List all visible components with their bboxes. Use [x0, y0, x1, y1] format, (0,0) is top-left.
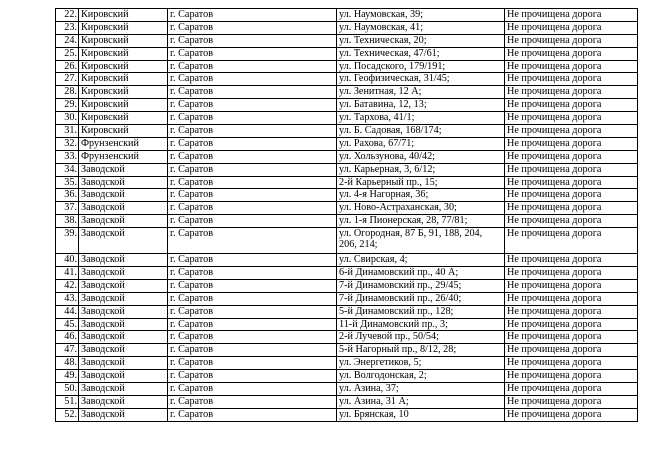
address-cell: ул. Хользунова, 40/42; — [337, 150, 505, 163]
table-row — [56, 292, 638, 305]
city-cell: г. Саратов — [168, 163, 337, 176]
district-cell: Кировский — [79, 112, 168, 125]
city-cell: г. Саратов — [168, 86, 337, 99]
address-cell: ул. Рахова, 67/71; — [337, 137, 505, 150]
issue-cell: Не прочищена дорога — [505, 163, 638, 176]
table-row — [56, 318, 638, 331]
city-cell: г. Саратов — [168, 215, 337, 228]
issue-cell: Не прочищена дорога — [505, 357, 638, 370]
address-cell: 7-й Динамовский пр., 26/40; — [337, 292, 505, 305]
issue-cell: Не прочищена дорога — [505, 254, 638, 267]
table-row — [56, 34, 638, 47]
row-number-cell: 45. — [56, 318, 79, 331]
city-cell: г. Саратов — [168, 189, 337, 202]
table-row — [56, 331, 638, 344]
address-cell: ул. Карьерная, 3, 6/12; — [337, 163, 505, 176]
city-cell: г. Саратов — [168, 279, 337, 292]
issue-cell: Не прочищена дорога — [505, 125, 638, 138]
row-number-cell: 31. — [56, 125, 79, 138]
address-cell: 2-й Лучевой пр., 50/54; — [337, 331, 505, 344]
city-cell: г. Саратов — [168, 125, 337, 138]
table-row — [56, 215, 638, 228]
city-cell: г. Саратов — [168, 267, 337, 280]
issue-cell: Не прочищена дорога — [505, 318, 638, 331]
row-number-cell: 41. — [56, 267, 79, 280]
page-bottom-fade — [390, 438, 640, 460]
city-cell: г. Саратов — [168, 292, 337, 305]
row-number-cell: 48. — [56, 357, 79, 370]
district-cell: Кировский — [79, 125, 168, 138]
issue-cell: Не прочищена дорога — [505, 344, 638, 357]
district-cell: Заводской — [79, 254, 168, 267]
district-cell: Заводской — [79, 331, 168, 344]
city-cell: г. Саратов — [168, 34, 337, 47]
issue-cell: Не прочищена дорога — [505, 176, 638, 189]
issue-cell: Не прочищена дорога — [505, 73, 638, 86]
row-number-cell: 50. — [56, 383, 79, 396]
city-cell: г. Саратов — [168, 60, 337, 73]
row-number-cell: 22. — [56, 9, 79, 22]
row-number-cell: 46. — [56, 331, 79, 344]
table-row — [56, 73, 638, 86]
city-cell: г. Саратов — [168, 228, 337, 254]
district-cell: Заводской — [79, 395, 168, 408]
district-cell: Заводской — [79, 202, 168, 215]
district-cell: Заводской — [79, 228, 168, 254]
address-cell: 7-й Динамовский пр., 29/45; — [337, 279, 505, 292]
issue-cell: Не прочищена дорога — [505, 60, 638, 73]
table-row — [56, 60, 638, 73]
district-cell: Заводской — [79, 176, 168, 189]
table-row — [56, 112, 638, 125]
table-row — [56, 267, 638, 280]
row-number-cell: 27. — [56, 73, 79, 86]
issue-cell: Не прочищена дорога — [505, 305, 638, 318]
issue-cell: Не прочищена дорога — [505, 99, 638, 112]
district-cell: Заводской — [79, 305, 168, 318]
table-body — [56, 9, 638, 422]
district-cell: Кировский — [79, 60, 168, 73]
address-cell: ул. Тархова, 41/1; — [337, 112, 505, 125]
table-row — [56, 21, 638, 34]
issue-cell: Не прочищена дорога — [505, 189, 638, 202]
city-cell: г. Саратов — [168, 150, 337, 163]
address-cell: ул. Свирская, 4; — [337, 254, 505, 267]
row-number-cell: 44. — [56, 305, 79, 318]
district-cell: Кировский — [79, 21, 168, 34]
city-cell: г. Саратов — [168, 370, 337, 383]
district-cell: Заводской — [79, 357, 168, 370]
issue-cell: Не прочищена дорога — [505, 137, 638, 150]
city-cell: г. Саратов — [168, 112, 337, 125]
row-number-cell: 28. — [56, 86, 79, 99]
district-cell: Заводской — [79, 292, 168, 305]
table-row — [56, 344, 638, 357]
address-cell: ул. Волгодонская, 2; — [337, 370, 505, 383]
district-cell: Заводской — [79, 279, 168, 292]
address-cell: ул. Брянская, 10 — [337, 408, 505, 421]
issue-cell: Не прочищена дорога — [505, 86, 638, 99]
row-number-cell: 30. — [56, 112, 79, 125]
city-cell: г. Саратов — [168, 357, 337, 370]
issue-cell: Не прочищена дорога — [505, 331, 638, 344]
address-cell: ул. Зенитная, 12 А; — [337, 86, 505, 99]
table-row — [56, 150, 638, 163]
city-cell: г. Саратов — [168, 344, 337, 357]
row-number-cell: 47. — [56, 344, 79, 357]
issue-cell: Не прочищена дорога — [505, 21, 638, 34]
address-cell: ул. Огородная, 87 Б, 91, 188, 204, 206, 214; — [337, 228, 505, 254]
district-cell: Заводской — [79, 383, 168, 396]
address-cell: 5-й Динамовский пр., 128; — [337, 305, 505, 318]
district-cell: Заводской — [79, 370, 168, 383]
district-cell: Кировский — [79, 73, 168, 86]
district-cell: Заводской — [79, 189, 168, 202]
table-row — [56, 408, 638, 421]
address-cell: 11-й Динамовский пр., 3; — [337, 318, 505, 331]
issue-cell: Не прочищена дорога — [505, 279, 638, 292]
table-row — [56, 125, 638, 138]
district-cell: Заводской — [79, 267, 168, 280]
issue-cell: Не прочищена дорога — [505, 267, 638, 280]
row-number-cell: 40. — [56, 254, 79, 267]
row-number-cell: 23. — [56, 21, 79, 34]
row-number-cell: 24. — [56, 34, 79, 47]
row-number-cell: 43. — [56, 292, 79, 305]
row-number-cell: 42. — [56, 279, 79, 292]
row-number-cell: 25. — [56, 47, 79, 60]
table-row — [56, 163, 638, 176]
district-cell: Кировский — [79, 34, 168, 47]
issue-cell: Не прочищена дорога — [505, 395, 638, 408]
issue-cell: Не прочищена дорога — [505, 202, 638, 215]
address-cell: ул. Наумовская, 41; — [337, 21, 505, 34]
address-cell: ул. 4-я Нагорная, 36; — [337, 189, 505, 202]
district-cell: Заводской — [79, 408, 168, 421]
address-cell: ул. Наумовская, 39; — [337, 9, 505, 22]
city-cell: г. Саратов — [168, 254, 337, 267]
district-cell: Заводской — [79, 163, 168, 176]
issue-cell: Не прочищена дорога — [505, 47, 638, 60]
row-number-cell: 49. — [56, 370, 79, 383]
address-cell: 5-й Нагорный пр., 8/12, 28; — [337, 344, 505, 357]
city-cell: г. Саратов — [168, 99, 337, 112]
row-number-cell: 38. — [56, 215, 79, 228]
row-number-cell: 51. — [56, 395, 79, 408]
address-cell: ул. 1-я Пионерская, 28, 77/81; — [337, 215, 505, 228]
issue-cell: Не прочищена дорога — [505, 383, 638, 396]
row-number-cell: 32. — [56, 137, 79, 150]
city-cell: г. Саратов — [168, 73, 337, 86]
city-cell: г. Саратов — [168, 305, 337, 318]
district-cell: Фрунзенский — [79, 150, 168, 163]
table-row — [56, 9, 638, 22]
city-cell: г. Саратов — [168, 383, 337, 396]
city-cell: г. Саратов — [168, 331, 337, 344]
table-row — [56, 357, 638, 370]
issue-cell: Не прочищена дорога — [505, 112, 638, 125]
road-complaints-table — [55, 8, 638, 422]
table-row — [56, 202, 638, 215]
issue-cell: Не прочищена дорога — [505, 215, 638, 228]
table-row — [56, 189, 638, 202]
table-row — [56, 370, 638, 383]
row-number-cell: 26. — [56, 60, 79, 73]
issue-cell: Не прочищена дорога — [505, 9, 638, 22]
address-cell: ул. Техническая, 20; — [337, 34, 505, 47]
table-row — [56, 137, 638, 150]
table-row — [56, 47, 638, 60]
address-cell: ул. Геофизическая, 31/45; — [337, 73, 505, 86]
table-row — [56, 279, 638, 292]
issue-cell: Не прочищена дорога — [505, 34, 638, 47]
city-cell: г. Саратов — [168, 318, 337, 331]
address-cell: ул. Батавина, 12, 13; — [337, 99, 505, 112]
city-cell: г. Саратов — [168, 408, 337, 421]
city-cell: г. Саратов — [168, 47, 337, 60]
district-cell: Кировский — [79, 9, 168, 22]
address-cell: ул. Ново-Астраханская, 30; — [337, 202, 505, 215]
city-cell: г. Саратов — [168, 137, 337, 150]
address-cell: ул. Азина, 31 А; — [337, 395, 505, 408]
district-cell: Заводской — [79, 215, 168, 228]
row-number-cell: 34. — [56, 163, 79, 176]
district-cell: Кировский — [79, 47, 168, 60]
city-cell: г. Саратов — [168, 395, 337, 408]
table-row — [56, 99, 638, 112]
address-cell: ул. Посадского, 179/191; — [337, 60, 505, 73]
row-number-cell: 33. — [56, 150, 79, 163]
district-cell: Фрунзенский — [79, 137, 168, 150]
address-cell: ул. Б. Садовая, 168/174; — [337, 125, 505, 138]
table-row — [56, 395, 638, 408]
city-cell: г. Саратов — [168, 202, 337, 215]
row-number-cell: 39. — [56, 228, 79, 254]
row-number-cell: 35. — [56, 176, 79, 189]
issue-cell: Не прочищена дорога — [505, 292, 638, 305]
row-number-cell: 29. — [56, 99, 79, 112]
district-cell: Кировский — [79, 86, 168, 99]
city-cell: г. Саратов — [168, 21, 337, 34]
row-number-cell: 36. — [56, 189, 79, 202]
table-row — [56, 305, 638, 318]
issue-cell: Не прочищена дорога — [505, 408, 638, 421]
address-cell: ул. Энергетиков, 5; — [337, 357, 505, 370]
table-row — [56, 176, 638, 189]
address-cell: 2-й Карьерный пр., 15; — [337, 176, 505, 189]
address-cell: ул. Техническая, 47/61; — [337, 47, 505, 60]
issue-cell: Не прочищена дорога — [505, 370, 638, 383]
table-row — [56, 86, 638, 99]
district-cell: Кировский — [79, 99, 168, 112]
table-row — [56, 254, 638, 267]
row-number-cell: 52. — [56, 408, 79, 421]
district-cell: Заводской — [79, 318, 168, 331]
table-row — [56, 228, 638, 254]
table-row — [56, 383, 638, 396]
address-cell: ул. Азина, 37; — [337, 383, 505, 396]
issue-cell: Не прочищена дорога — [505, 150, 638, 163]
row-number-cell: 37. — [56, 202, 79, 215]
address-cell: 6-й Динамовский пр., 40 А; — [337, 267, 505, 280]
issue-cell: Не прочищена дорога — [505, 228, 638, 254]
district-cell: Заводской — [79, 344, 168, 357]
city-cell: г. Саратов — [168, 176, 337, 189]
city-cell: г. Саратов — [168, 9, 337, 22]
